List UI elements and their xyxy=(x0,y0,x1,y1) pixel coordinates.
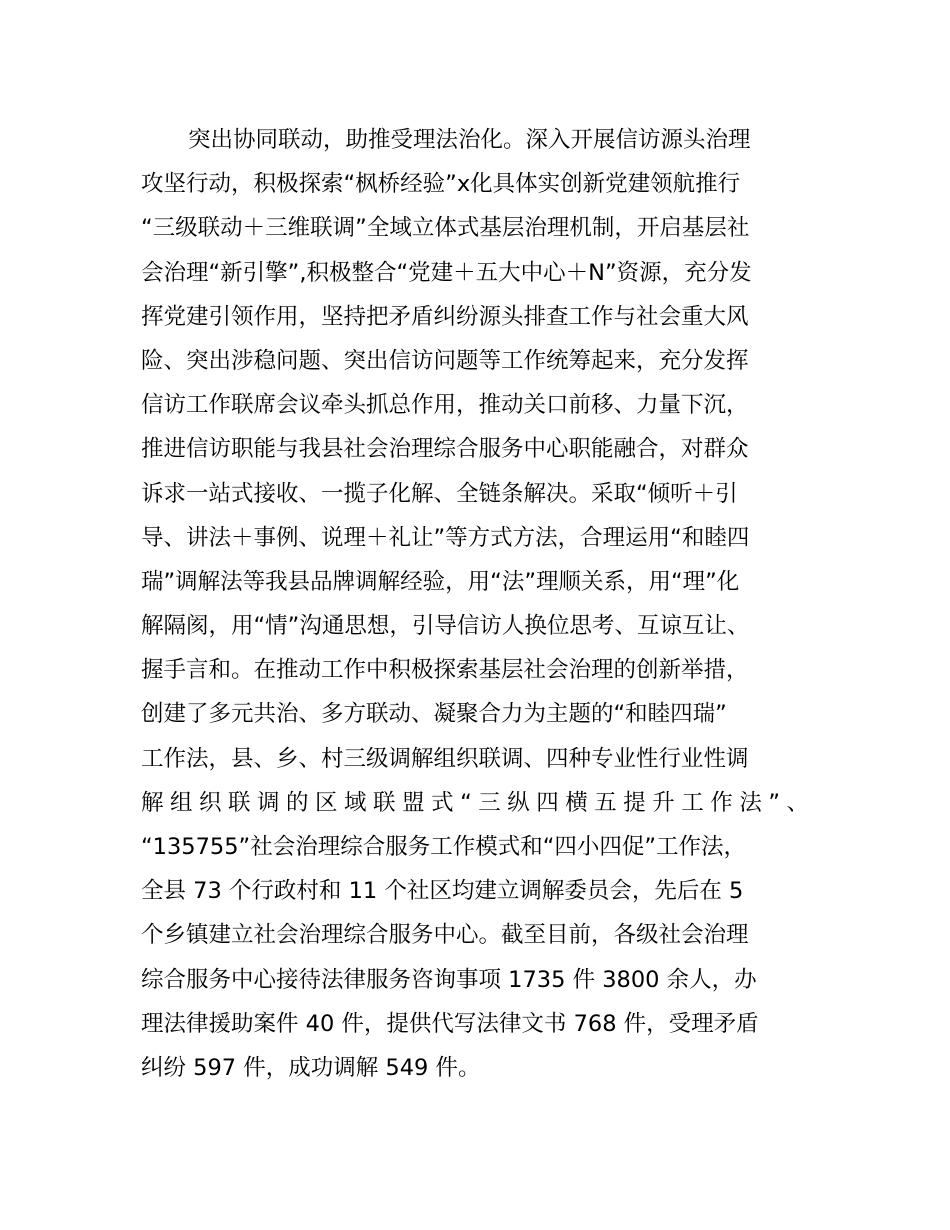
paragraph-line: 解组织联调的区域联盟式“三纵四横五提升工作法”、 xyxy=(141,789,809,816)
paragraph-line: 挥党建引领作用，坚持把矛盾纠纷源头排查工作与社会重大风 xyxy=(141,303,749,330)
paragraph-line: 信访工作联席会议牵头抓总作用，推动关口前移、力量下沉， xyxy=(141,392,749,419)
paragraph-line: 纠纷 597 件，成功调解 549 件。 xyxy=(141,1054,481,1081)
paragraph-line: 解隔阂，用“情”沟通思想，引导信访人换位思考、互谅互让、 xyxy=(141,613,750,640)
paragraph-line: 推进信访职能与我县社会治理综合服务中心职能融合，对群众 xyxy=(141,436,749,463)
paragraph-line: 导、讲法＋事例、说理＋礼让”等方式方法，合理运用“和睦四 xyxy=(141,524,750,551)
paragraph-line: 握手言和。在推动工作中积极探索基层社会治理的创新举措， xyxy=(141,657,749,684)
paragraph-line: 个乡镇建立社会治理综合服务中心。截至目前，各级社会治理 xyxy=(141,922,749,949)
paragraph-line: “135755”社会治理综合服务工作模式和“四小四促”工作法， xyxy=(141,834,747,860)
paragraph-line: 创建了多元共治、多方联动、凝聚合力为主题的“和睦四瑞” xyxy=(141,701,727,728)
paragraph-line: 突出协同联动，助推受理法治化。深入开展信访源头治理 xyxy=(188,127,751,153)
paragraph-line: 工作法，县、乡、村三级调解组织联调、四种专业性行业性调 xyxy=(141,745,749,772)
paragraph-line: 会治理“新引擎”,积极整合“党建＋五大中心＋N”资源，充分发 xyxy=(141,259,752,286)
paragraph-line: 攻坚行动，积极探索“枫桥经验”x化具体实创新党建领航推行 xyxy=(141,171,741,198)
paragraph-line: 瑞”调解法等我县品牌调解经验，用“法”理顺关系，用“理”化 xyxy=(141,568,740,595)
paragraph-line: 险、突出涉稳问题、突出信访问题等工作统筹起来，充分发挥 xyxy=(141,347,749,374)
paragraph-line: “三级联动＋三维联调”全域立体式基层治理机制，开启基层社 xyxy=(141,215,750,242)
paragraph-line: 全县 73 个行政村和 11 个社区均建立调解委员会，先后在 5 xyxy=(141,878,744,905)
paragraph-line: 综合服务中心接待法律服务咨询事项 1735 件 3800 余人，办 xyxy=(141,966,757,993)
paragraph-line: 理法律援助案件 40 件，提供代写法律文书 768 件，受理矛盾 xyxy=(141,1010,759,1037)
paragraph-line: 诉求一站式接收、一揽子化解、全链条解决。采取“倾听＋引 xyxy=(141,480,738,507)
body-paragraph xyxy=(141,118,841,1090)
